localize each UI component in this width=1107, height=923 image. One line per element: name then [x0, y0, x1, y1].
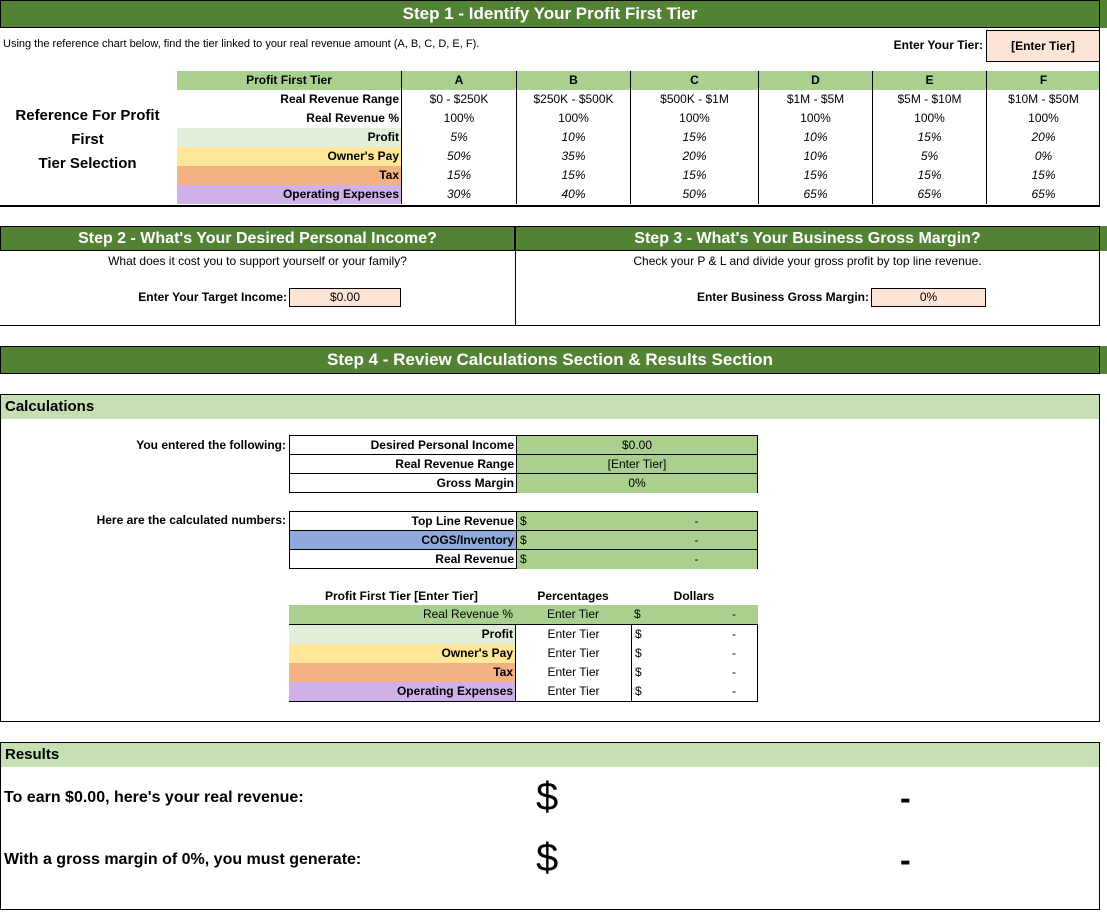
rr-a: 100%: [401, 109, 516, 128]
rr-f: 100%: [986, 109, 1100, 128]
op-a: 50%: [401, 147, 516, 166]
profit-f: 20%: [986, 128, 1100, 147]
entered-label: You entered the following:: [136, 438, 286, 452]
profit-b: 10%: [516, 128, 630, 147]
tier-row-pct-rr: Enter Tier: [546, 607, 600, 621]
step2-title-bar: [0, 226, 515, 251]
entered-label-range: Real Revenue Range: [290, 455, 516, 474]
entered-table: [289, 435, 758, 493]
dollars-header: Dollars: [673, 589, 715, 603]
op-c: 20%: [630, 147, 758, 166]
entered-label-income: Desired Personal Income: [290, 436, 516, 455]
row-label-range: Real Revenue Range: [280, 92, 399, 106]
tier-col-d: D: [758, 71, 872, 90]
result-real-revenue-label: To earn $0.00, here's your real revenue:: [4, 789, 304, 806]
calc-label-cogs: COGS/Inventory: [290, 531, 516, 550]
tier-row-val-opex: -: [732, 684, 736, 698]
row-label-opex: Operating Expenses: [177, 185, 401, 204]
calc-label-topline: Top Line Revenue: [290, 512, 516, 531]
rr-e: 100%: [872, 109, 986, 128]
range-e: $5M - $10M: [872, 90, 986, 109]
tier-row-pct-owners-pay: Enter Tier: [515, 644, 631, 663]
result-real-revenue-value: -: [900, 780, 911, 816]
range-a: $0 - $250K: [401, 90, 516, 109]
calc-currency-realrev: $: [516, 550, 636, 569]
step3-title: Step 3 - What's Your Business Gross Margin?: [634, 230, 981, 247]
result-top-line-label: With a gross margin of 0%, you must generate:: [4, 851, 362, 868]
tier-row-cur-rr: $: [634, 607, 641, 621]
step3-title-bar: [515, 226, 1100, 251]
opex-c: 50%: [630, 185, 758, 204]
range-c: $500K - $1M: [630, 90, 758, 109]
profit-c: 15%: [630, 128, 758, 147]
tax-f: 15%: [986, 166, 1100, 185]
tier-row-cur-tax: $: [631, 663, 671, 682]
row-label-rr: Real Revenue %: [306, 111, 399, 125]
tier-input-label: Enter Your Tier:: [893, 38, 983, 52]
tier-row-pct-opex: Enter Tier: [515, 682, 631, 701]
opex-d: 65%: [758, 185, 872, 204]
tier-row-label-tax: Tax: [289, 663, 515, 682]
op-e: 5%: [872, 147, 986, 166]
results-title: Results: [1, 743, 1099, 767]
tier-row-val-owners-pay: -: [732, 646, 736, 660]
entered-value-income: $0.00: [516, 436, 757, 455]
profit-a: 5%: [401, 128, 516, 147]
entered-label-margin: Gross Margin: [436, 476, 514, 490]
tier-row-label-owners-pay: Owner's Pay: [289, 644, 515, 663]
step4-title: Step 4 - Review Calculations Section & Results Section: [327, 350, 773, 369]
result-top-line-value: -: [900, 842, 911, 878]
entered-value-margin: 0%: [516, 474, 757, 493]
tier-header-label: Profit First Tier: [177, 71, 401, 90]
tier-row-pct-tax: Enter Tier: [515, 663, 631, 682]
op-d: 10%: [758, 147, 872, 166]
tier-breakdown-title: Profit First Tier [Enter Tier]: [325, 589, 478, 603]
tier-reference-table: [177, 71, 1100, 205]
calculations-title: Calculations: [1, 395, 1099, 419]
reference-label: Reference For Profit First Tier Selection: [15, 107, 160, 172]
profit-d: 10%: [758, 128, 872, 147]
tax-c: 15%: [630, 166, 758, 185]
tax-a: 15%: [401, 166, 516, 185]
step1-title-bar: [0, 0, 1100, 28]
calc-label-realrev: Real Revenue: [435, 552, 514, 566]
tier-breakdown-table: [289, 605, 758, 702]
tier-col-e: E: [872, 71, 986, 90]
tier-row-val-tax: -: [732, 665, 736, 679]
results-panel: [0, 742, 1100, 910]
tax-b: 15%: [516, 166, 630, 185]
row-label-profit: Profit: [177, 128, 401, 147]
tax-e: 15%: [872, 166, 986, 185]
tier-row-label-opex: Operating Expenses: [289, 682, 515, 701]
result-top-line-currency: $: [536, 836, 559, 880]
tier-row-cur-opex: $: [631, 682, 671, 701]
tier-input[interactable]: [Enter Tier]: [986, 30, 1100, 62]
tier-row-val-rr: -: [732, 607, 736, 621]
tier-row-pct-profit: Enter Tier: [515, 625, 631, 644]
gross-margin-input[interactable]: 0%: [871, 288, 986, 307]
rr-b: 100%: [516, 109, 630, 128]
range-b: $250K - $500K: [516, 90, 630, 109]
percentages-header: Percentages: [537, 589, 609, 603]
tier-row-cur-profit: $: [631, 625, 671, 644]
step4-title-bar: [0, 346, 1100, 374]
step2-subtitle: What does it cost you to support yourself or your family?: [108, 254, 407, 268]
calc-value-topline: -: [636, 512, 757, 531]
calc-value-cogs: -: [636, 531, 757, 550]
calculated-table: [289, 511, 758, 569]
step1-title: Step 1 - Identify Your Profit First Tier: [402, 4, 698, 23]
tier-col-b: B: [516, 71, 630, 90]
calc-currency-topline: $: [516, 512, 636, 531]
calc-value-realrev: -: [636, 550, 757, 569]
tax-d: 15%: [758, 166, 872, 185]
calc-currency-cogs: $: [516, 531, 636, 550]
result-real-revenue-currency: $: [536, 775, 559, 819]
opex-e: 65%: [872, 185, 986, 204]
opex-f: 65%: [986, 185, 1100, 204]
profit-e: 15%: [872, 128, 986, 147]
opex-a: 30%: [401, 185, 516, 204]
tier-col-a: A: [401, 71, 516, 90]
gross-margin-label: Enter Business Gross Margin:: [696, 290, 869, 304]
range-d: $1M - $5M: [758, 90, 872, 109]
calculated-label: Here are the calculated numbers:: [96, 513, 286, 527]
tier-row-label-profit: Profit: [289, 625, 515, 644]
op-f: 0%: [986, 147, 1100, 166]
tier-row-cur-owners-pay: $: [631, 644, 671, 663]
row-label-tax: Tax: [177, 166, 401, 185]
rr-d: 100%: [758, 109, 872, 128]
opex-b: 40%: [516, 185, 630, 204]
tier-row-val-profit: -: [732, 627, 736, 641]
step1-instruction: Using the reference chart below, find the tier linked to your real revenue amount (A, B, C, D, E, F).: [3, 38, 480, 50]
row-label-owners-pay: Owner's Pay: [177, 147, 401, 166]
tier-col-c: C: [630, 71, 758, 90]
op-b: 35%: [516, 147, 630, 166]
entered-value-range: [Enter Tier]: [516, 455, 757, 474]
step2-title: Step 2 - What's Your Desired Personal Income?: [78, 230, 437, 247]
target-income-input[interactable]: $0.00: [289, 288, 401, 307]
rr-c: 100%: [630, 109, 758, 128]
range-f: $10M - $50M: [986, 90, 1100, 109]
step3-subtitle: Check your P & L and divide your gross profit by top line revenue.: [633, 254, 982, 268]
tier-row-label-rr: Real Revenue %: [422, 607, 513, 621]
target-income-label: Enter Your Target Income:: [138, 290, 287, 304]
tier-col-f: F: [986, 71, 1100, 90]
